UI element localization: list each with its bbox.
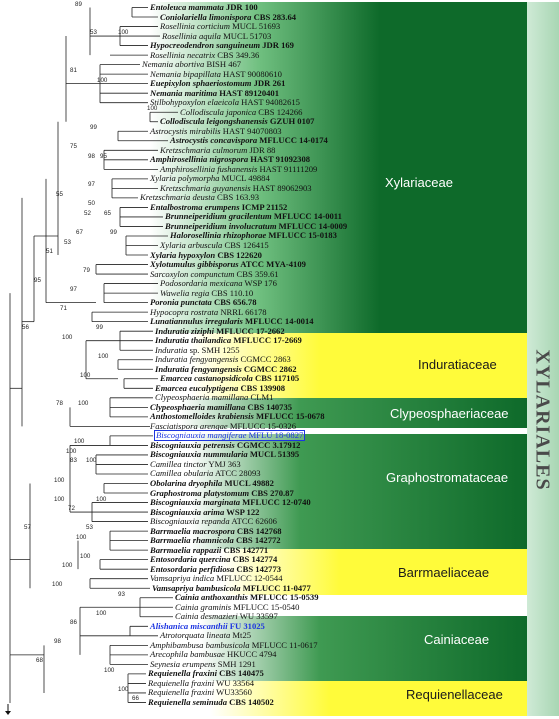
strain-id: WU 33597	[237, 611, 278, 622]
taxon-name: Clypeosphaeria mamillana	[150, 401, 246, 412]
strain-id: CBS 656.78	[211, 297, 257, 308]
bootstrap-value: 65	[104, 209, 111, 217]
taxon-name: Kretzschmaria culmorum	[160, 144, 248, 155]
strain-id: MFLUCC 12-0740	[240, 497, 311, 508]
taxon-name: Anthostomelloides krabiensis	[150, 411, 254, 422]
taxon-name: Arecophila bambusae	[150, 649, 225, 660]
strain-id: MUCL 49882	[222, 478, 274, 488]
strain-id: MUCL 51395	[247, 449, 300, 460]
taxon-name: Induratia fengyangensis	[155, 354, 239, 365]
taxon-name: Barrmaelia rappazii	[150, 544, 222, 555]
taxon-name: Graphostroma platystomum	[150, 487, 250, 498]
taxon-name: Astrocystis concavispora	[170, 135, 258, 146]
bootstrap-value: 99	[90, 124, 97, 132]
taxon-name: Lunatiannulus irregularis	[150, 316, 243, 327]
strain-id: MFLUCC 14-0174	[257, 135, 328, 146]
strain-id: WSP 122	[224, 506, 260, 517]
strain-id: CBS 142768	[234, 525, 282, 536]
family-label-requienellaceae: Requienellaceae	[406, 687, 503, 702]
strain-id: JDR 261	[251, 78, 286, 89]
strain-id: JDR 169	[260, 40, 294, 51]
strain-id: CLM1	[248, 392, 274, 403]
taxon-name: Camillea tinctor	[150, 458, 207, 469]
strain-id: CBS 124266	[256, 106, 303, 117]
strain-id: HAST 94082615	[239, 97, 300, 108]
bootstrap-value: 99	[96, 324, 103, 332]
taxon-name: Cainia desmazieri	[175, 611, 238, 622]
strain-id: ATCC 28093	[213, 468, 261, 479]
strain-id: CBS 359.61	[234, 268, 279, 279]
taxon-name: Euepixylon sphaeriostomum	[150, 78, 252, 89]
taxon-name: Collodiscula japonica	[180, 106, 257, 117]
taxon-name: Entoleuca mammata	[150, 2, 224, 12]
bootstrap-value: 100	[78, 400, 89, 408]
taxon-name: Brunneiperidium involucratum	[165, 220, 277, 231]
taxon-name: Haloroselliniа rhizophorae	[170, 230, 267, 241]
bootstrap-value: 51	[46, 248, 53, 256]
taxon-name: Biscogniauxia petrensis	[150, 439, 235, 450]
taxon-name: Seynesia erumpens	[150, 658, 216, 669]
strain-id: GZUH 0107	[267, 116, 315, 127]
strain-id: HAST 94070803	[220, 125, 282, 136]
strain-id: SMH 1291	[215, 658, 256, 669]
strain-id: NRRL 66178	[218, 306, 267, 317]
taxon-name: Hypocreodendron sanguineum	[150, 40, 261, 51]
taxon-name: Sarcoxylon compunctum	[150, 268, 235, 279]
family-label-xylariaceae: Xylariaceae	[385, 175, 453, 190]
taxon-name: Nemania bipapillata	[150, 68, 221, 79]
bootstrap-value: 72	[68, 505, 75, 513]
bootstrap-value: 100	[104, 666, 115, 674]
taxon-name: Hypocopra rostrata	[150, 306, 219, 317]
strain-id: HAST 91111209	[257, 163, 318, 174]
taxon-name: Barrmaelia macrospora	[150, 525, 235, 536]
strain-id: CBS 126415	[222, 240, 269, 250]
bootstrap-value: 53	[90, 29, 97, 37]
taxon-name: Rosellinia necatrix	[150, 49, 216, 60]
bootstrap-value: 95	[100, 152, 107, 160]
bootstrap-value: 66	[132, 695, 139, 703]
bootstrap-value: 100	[118, 29, 129, 37]
bootstrap-value: 100	[74, 438, 85, 446]
taxon-name: Entosordaria perfidiosa	[150, 563, 235, 574]
strain-id: CBS 270.87	[249, 487, 294, 498]
strain-id: ICMP 21152	[239, 201, 288, 212]
strain-id: MFLUCC 15-0539	[247, 592, 319, 603]
strain-id: BISH 467	[204, 59, 242, 70]
strain-id: MFLUCC 14-0009	[276, 220, 348, 231]
strain-id: ATCC MYA-4109	[238, 259, 306, 270]
strain-id: CGMCC 3.17912	[234, 439, 301, 450]
taxon-name: Biscogniauxia repanda	[150, 516, 230, 527]
strain-id: MUCL 51703	[220, 30, 272, 41]
strain-id: CBS 122620	[215, 249, 262, 260]
strain-id: MFLUCC 11-0617	[249, 639, 318, 650]
strain-id: CBS 142774	[230, 554, 278, 565]
strain-id: HAST 90080610	[220, 68, 282, 79]
taxon-name: Obolarina dryophila	[150, 478, 223, 488]
strain-id: MFLUCC 14-0011	[271, 211, 342, 222]
bootstrap-value: 78	[56, 400, 63, 408]
order-label-text: XYLARIALES	[531, 349, 554, 491]
bootstrap-value: 100	[96, 609, 107, 617]
taxon-name: Stilbohypoxylon elaeicola	[150, 97, 240, 108]
bootstrap-value: 95	[34, 276, 41, 284]
taxon-name: Induratia fengyangensis	[155, 363, 242, 374]
bootstrap-value: 57	[24, 524, 31, 532]
taxon-name: Vamsapriya bambusicola	[152, 582, 241, 593]
taxon-name: Amphirosellinia nigrospora	[150, 154, 249, 165]
taxon-name: Nemania abortiva	[142, 59, 205, 70]
strain-id: JDR 100	[223, 2, 258, 12]
order-label	[527, 310, 557, 530]
taxon-name: Emarcea castanopsidicola	[160, 373, 253, 384]
bootstrap-value: 71	[60, 305, 67, 313]
taxon-name: Amphirosellinia fushanensis	[160, 163, 258, 174]
bootstrap-value: 93	[118, 590, 125, 598]
family-label-induratiaceae: Induratiaceae	[418, 357, 497, 372]
taxon-name: Requienella seminuda	[148, 696, 228, 707]
taxon-name: Wawelia regia	[160, 287, 210, 298]
taxon-name: Alishanica miscanthii	[150, 620, 228, 631]
strain-id: CGMCC 2862	[241, 363, 297, 374]
taxon-name: Kretzschmaria guyanensis	[160, 182, 251, 193]
bootstrap-value: 100	[147, 105, 158, 113]
bootstrap-value: 98	[88, 152, 95, 160]
family-label-cainiaceae: Cainiaceae	[424, 632, 490, 647]
bootstrap-value: 53	[64, 238, 71, 246]
strain-id: MFLUCC 11-0477	[240, 582, 311, 593]
bootstrap-value: 100	[86, 457, 97, 465]
strain-id: CBS 140502	[227, 696, 274, 707]
taxon-name: Nemania maritima	[150, 87, 218, 98]
strain-id: sp. SMH 1255	[187, 344, 240, 355]
strain-id: CBS 163.93	[214, 192, 260, 203]
strain-id: CBS 142771	[221, 544, 269, 555]
bootstrap-value: 99	[110, 228, 117, 236]
strain-id: JDR 88	[247, 144, 276, 155]
bootstrap-value: 89	[75, 0, 82, 8]
bootstrap-value: 100	[97, 76, 108, 84]
bootstrap-value: 100	[118, 685, 129, 693]
taxon-name: Camillea obularia	[150, 468, 214, 479]
taxon-name: Collodiscula leigongshanensis	[160, 116, 268, 127]
taxon-name: Requienella fraxini	[148, 687, 215, 698]
strain-id: HAST 91092308	[248, 154, 311, 165]
strain-id: HAST 89120401	[217, 87, 280, 98]
strain-id: YMJ 363	[206, 458, 241, 469]
down-arrow-icon	[3, 704, 13, 716]
taxon-name: Emarcea eucalyptigena	[155, 382, 239, 393]
taxon-name: Barrmaelia rhamnicola	[150, 535, 234, 546]
taxon-name: Requienella fraxini	[148, 677, 215, 688]
taxon-name: Xylaria polymorpha	[150, 173, 220, 184]
family-label-clypeosphaeriaceae: Clypeosphaeriaceae	[390, 406, 509, 421]
strain-id: CBS 283.64	[251, 11, 297, 22]
bootstrap-value: 79	[83, 267, 90, 275]
taxon-name: Cainia graminis	[175, 601, 232, 612]
taxon-name: Rosellinia aquila	[162, 30, 221, 41]
strain-id: Mt25	[230, 630, 252, 641]
strain-id: MFLUCC 15-0540	[231, 601, 300, 612]
taxon-name: Requienella fraxini	[148, 668, 217, 679]
bootstrap-value: 98	[54, 638, 61, 646]
taxon-name: Atrotorquata lineata	[160, 630, 231, 641]
strain-id: CBS 110.10	[209, 287, 254, 298]
taxon-name: Entalbostroma erumpens	[150, 201, 240, 212]
bootstrap-value: 75	[70, 143, 77, 151]
taxon-name: Xylaria arbuscula	[160, 240, 223, 250]
taxon-name: Fasciatispora arengae	[150, 420, 228, 431]
strain-id: CGMCC 2863	[238, 354, 291, 365]
strain-id: MFLUCC 17-2669	[231, 335, 302, 346]
taxon-name: Podosordaria mexicana	[160, 278, 243, 289]
strain-id: MUCL 51693	[229, 21, 281, 32]
strain-id: WSP 176	[242, 278, 277, 289]
taxon-name: Rosellinia corticium	[160, 21, 230, 32]
strain-id: CBS 117105	[252, 373, 300, 384]
strain-id: CBS 140735	[245, 401, 293, 412]
strain-id: CBS 349.36	[215, 49, 260, 60]
bootstrap-value: 100	[76, 533, 87, 541]
strain-id: CBS 142772	[233, 535, 281, 546]
taxon-name: Biscogniauxia nummularia	[150, 449, 248, 460]
bootstrap-value: 100	[80, 552, 91, 560]
family-label-barrmaeliaceae: Barrmaeliaceae	[398, 565, 490, 580]
strain-id: CBS 139908	[238, 382, 286, 393]
bootstrap-value: 68	[36, 657, 43, 665]
taxon-name: Induratia ziziphi	[155, 325, 214, 336]
taxon-name: Brunneiperidium gracilentum	[165, 211, 272, 222]
taxon-name: Clypeosphaeria mamillana	[155, 392, 249, 403]
strain-id: HAST 89062903	[250, 182, 312, 193]
strain-id: MFLUCC 15-0326	[227, 420, 297, 431]
taxon-name: Vamsapriya indica	[150, 573, 215, 584]
bootstrap-value: 56	[22, 324, 29, 332]
taxon-name: Coniolariella limonispora	[160, 11, 252, 22]
taxon-name: Biscogniauxia arima	[150, 506, 225, 517]
bootstrap-value: 100	[54, 495, 65, 503]
taxon-name: Induratia thailandica	[155, 335, 232, 346]
bootstrap-value: 55	[56, 190, 63, 198]
strain-id: MFLUCC 15-0678	[253, 411, 325, 422]
strain-id: MFLUCC 15-0183	[266, 230, 337, 241]
taxon-name: Cainia anthoxanthis	[175, 592, 248, 603]
bootstrap-value: 100	[54, 476, 65, 484]
bootstrap-value: 53	[86, 524, 93, 532]
taxon-name: Amphibambusa bambusicola	[150, 639, 250, 650]
strain-id: CBS 140475	[217, 668, 264, 679]
strain-id: ATCC 62606	[229, 516, 277, 527]
strain-id: MFLU 18-0827	[246, 430, 304, 441]
taxon-name: Poronia punctata	[150, 297, 212, 308]
strain-id: MFLUCC 12-0544	[214, 573, 283, 584]
strain-id: MFLUCC 17-2662	[214, 325, 285, 336]
taxon-name: Biscogniauxia marginata	[150, 497, 241, 508]
taxon-name: Xylotumulus gibbisporus	[150, 259, 239, 270]
bootstrap-value: 100	[98, 352, 109, 360]
strain-id: HKUCC 4794	[224, 649, 277, 660]
bootstrap-value: 52	[84, 209, 91, 217]
taxon-name: Biscogniauxia mangiferae	[156, 430, 247, 441]
taxon-name: Entosordaria quercina	[150, 554, 231, 565]
bootstrap-value: 67	[76, 228, 83, 236]
taxon-name: Xylaria hypoxylon	[150, 249, 216, 260]
strain-id: MFLUCC 14-0014	[242, 316, 314, 327]
family-label-graphostromataceae: Graphostromataceae	[386, 470, 509, 485]
bootstrap-value: 86	[70, 619, 77, 627]
bootstrap-value: 100	[52, 581, 63, 589]
bootstrap-value: 81	[70, 67, 77, 75]
taxon-name: Kretzschmaria deusta	[140, 192, 215, 203]
taxon-name: Induratia	[155, 344, 188, 355]
bootstrap-value: 97	[70, 286, 77, 294]
strain-id: FU 31025	[227, 620, 265, 631]
bootstrap-value: 50	[88, 200, 95, 208]
strain-id: WU33560	[214, 687, 252, 698]
strain-id: CBS 142773	[234, 563, 282, 574]
strain-id: MUCL 49884	[219, 173, 270, 184]
bootstrap-value: 100	[62, 562, 73, 570]
bootstrap-value: 100	[62, 333, 73, 341]
strain-id: WU 33564	[214, 677, 255, 688]
bootstrap-value: 83	[70, 457, 77, 465]
bootstrap-value: 100	[66, 447, 77, 455]
bootstrap-value: 97	[88, 181, 95, 189]
bootstrap-value: 100	[80, 371, 91, 379]
taxon-name: Astrocystis mirabilis	[150, 125, 221, 136]
bootstrap-value: 100	[96, 495, 107, 503]
